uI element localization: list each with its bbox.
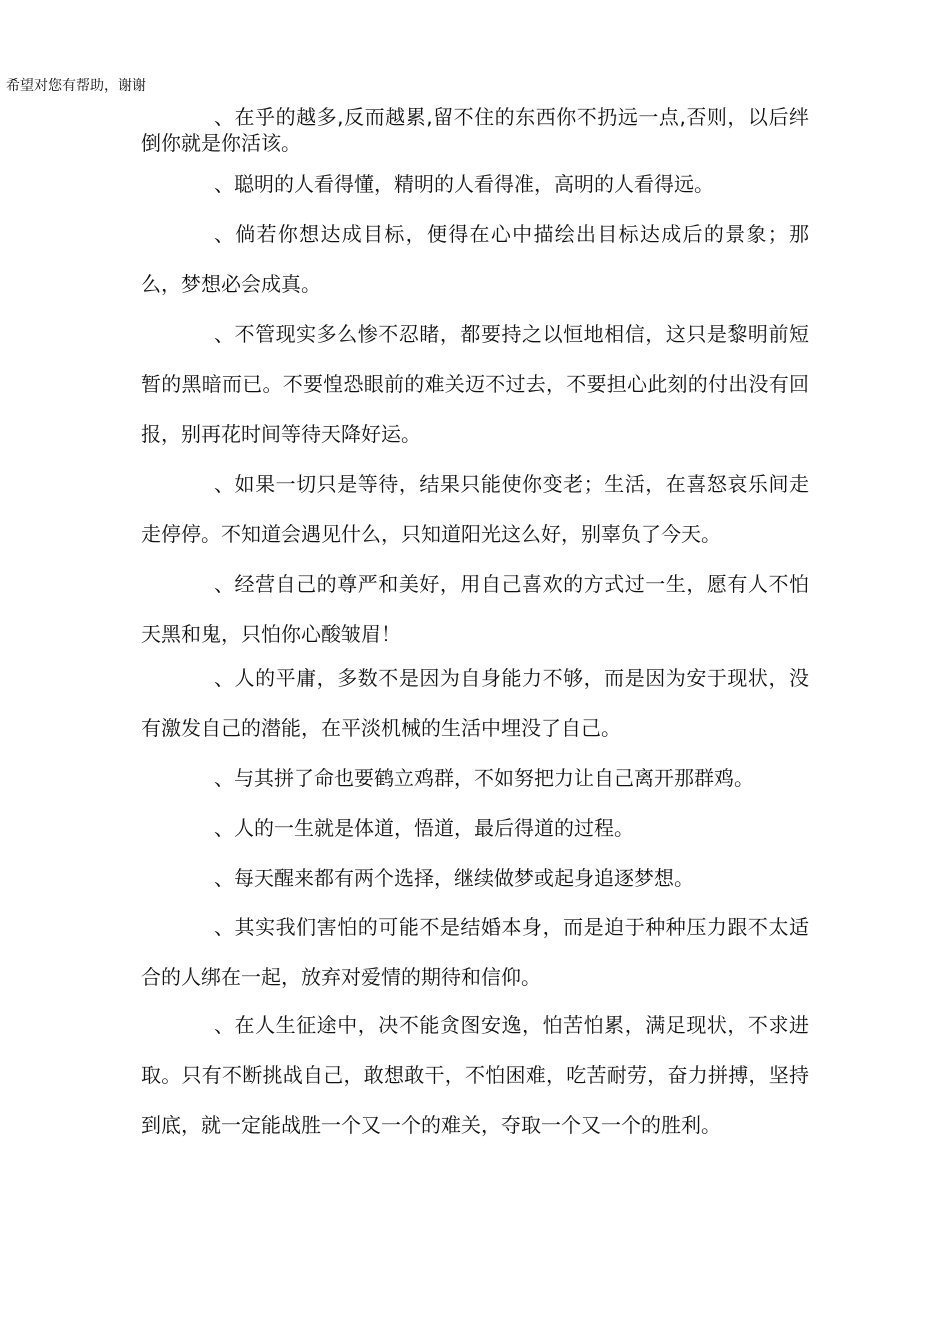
paragraph-4: 、不管现实多么惨不忍睹，都要持之以恒地相信，这只是黎明前短暂的黑暗而已。不要惶恐眼前的难关迈不过去，不要担心此刻的付出没有回报，别再花时间等待天降好运。 (141, 322, 809, 446)
paragraph-3: 、倘若你想达成目标，便得在心中描绘出目标达成后的景象；那么，梦想必会成真。 (141, 222, 809, 296)
paragraph-10: 、每天醒来都有两个选择，继续做梦或起身追逐梦想。 (214, 866, 694, 890)
corner-note: 希望对您有帮助，谢谢 (6, 78, 146, 94)
paragraph-11: 、其实我们害怕的可能不是结婚本身，而是迫于种种压力跟不太适合的人绑在一起，放弃对爱情的期待和信仰。 (141, 915, 809, 989)
paragraph-1: 、在乎的越多,反而越累,留不住的东西你不扔远一点,否则，以后绊倒你就是你活该。 (141, 105, 809, 155)
paragraph-5: 、如果一切只是等待，结果只能使你变老；生活，在喜怒哀乐间走走停停。不知道会遇见什么，只知道阳光这么好，别辜负了今天。 (141, 472, 809, 546)
paragraph-7: 、人的平庸，多数不是因为自身能力不够，而是因为安于现状，没有激发自己的潜能，在平淡机械的生活中埋没了自己。 (141, 666, 809, 740)
paragraph-9: 、人的一生就是体道，悟道，最后得道的过程。 (214, 816, 634, 840)
paragraph-2: 、聪明的人看得懂，精明的人看得准，高明的人看得远。 (214, 172, 714, 196)
paragraph-12: 、在人生征途中，决不能贪图安逸，怕苦怕累，满足现状，不求进取。只有不断挑战自己，敢想敢干，不怕困难，吃苦耐劳，奋力拼搏，坚持到底，就一定能战胜一个又一个的难关，夺取一个又一个的胜利。 (141, 1013, 809, 1137)
paragraph-6: 、经营自己的尊严和美好，用自己喜欢的方式过一生，愿有人不怕天黑和鬼，只怕你心酸皱眉！ (141, 572, 809, 646)
paragraph-8: 、与其拼了命也要鹤立鸡群，不如努把力让自己离开那群鸡。 (214, 766, 754, 790)
